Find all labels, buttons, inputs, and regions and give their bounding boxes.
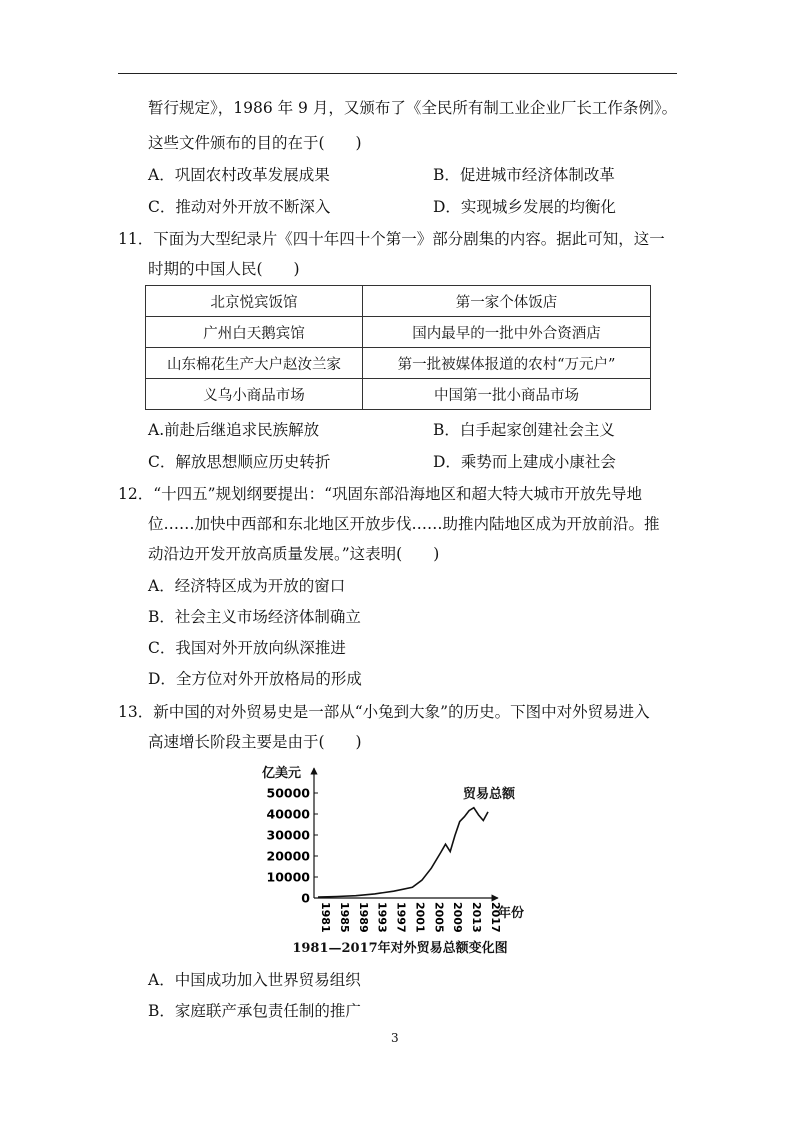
table-row <box>146 379 651 410</box>
q11-line-2: 时期的中国人民( ) <box>148 260 300 278</box>
trade-total-line <box>318 808 488 897</box>
table-cell: 第一家个体饭店 <box>363 286 651 317</box>
y-tick-label: 0 <box>301 890 310 906</box>
table-cell: 中国第一批小商品市场 <box>363 379 651 410</box>
q13-option-a: A．中国成功加入世界贸易组织 <box>148 971 361 989</box>
table-cell: 国内最早的一批中外合资酒店 <box>363 317 651 348</box>
q10-option-d: D．实现城乡发展的均衡化 <box>433 198 616 216</box>
q11-option-a: A.前赴后继追求民族解放 <box>148 421 320 439</box>
table-row <box>146 286 651 317</box>
y-tick-label: 30000 <box>266 827 310 843</box>
table-row <box>146 348 651 379</box>
x-tick-label: 2001 <box>413 902 427 933</box>
q13-line-1: 13．新中国的对外贸易史是一部从“小兔到大象”的历史。下图中对外贸易进入 <box>118 703 650 721</box>
x-tick-label: 1981 <box>319 902 332 933</box>
x-tick-label: 1993 <box>375 902 389 933</box>
table-cell: 第一批被媒体报道的农村“万元户” <box>363 348 651 379</box>
q12-line-3: 动沿边开发开放高质量发展。”这表明( ) <box>148 545 440 563</box>
q10-option-b: B．促进城市经济体制改革 <box>433 166 615 184</box>
trade-chart <box>250 760 550 965</box>
y-tick-label: 20000 <box>266 848 310 864</box>
q12-line-2: 位……加快中西部和东北地区开放步伐……助推内陆地区成为开放前沿。推 <box>148 515 660 533</box>
x-tick-label: 2013 <box>470 902 484 933</box>
y-tick-label: 10000 <box>266 869 310 885</box>
header-rule <box>118 73 677 74</box>
q11-option-b: B．白手起家创建社会主义 <box>433 421 615 439</box>
table-cell: 北京悦宾饭馆 <box>146 286 363 317</box>
documentary-table <box>145 285 651 410</box>
x-tick-label: 2009 <box>451 902 465 933</box>
q10-option-c: C．推动对外开放不断深入 <box>148 198 331 216</box>
series-label: 贸易总额 <box>463 787 516 802</box>
y-tick-label: 40000 <box>266 806 310 822</box>
chart-title: 1981—2017年对外贸易总额变化图 <box>292 941 508 956</box>
table-cell: 广州白天鹅宾馆 <box>146 317 363 348</box>
table-row <box>146 317 651 348</box>
q12-option-c: C．我国对外开放向纵深推进 <box>148 639 346 657</box>
x-tick-label: 2017 <box>489 902 502 933</box>
x-axis-label: 年份 <box>498 906 525 921</box>
q13-option-b: B．家庭联产承包责任制的推广 <box>148 1002 361 1020</box>
q11-option-d: D．乘势而上建成小康社会 <box>433 453 616 471</box>
q11-line-1: 11．下面为大型纪录片《四十年四十个第一》部分剧集的内容。据此可知，这一 <box>118 230 665 248</box>
page-number: 3 <box>391 1031 399 1045</box>
q10-line-1: 暂行规定》，1986 年 9 月，又颁布了《全民所有制工业企业厂长工作条例》。 <box>148 99 678 117</box>
q10-line-2: 这些文件颁布的目的在于( ) <box>148 134 362 152</box>
x-tick-label: 2005 <box>432 902 446 933</box>
q12-line-1: 12．“十四五”规划纲要提出：“巩固东部沿海地区和超大特大城市开放先导地 <box>118 485 642 503</box>
x-tick-label: 1985 <box>337 902 351 933</box>
y-axis-label: 亿美元 <box>262 766 302 781</box>
q10-option-a: A．巩固农村改革发展成果 <box>148 166 330 184</box>
q12-option-a: A．经济特区成为开放的窗口 <box>148 577 346 595</box>
q12-option-d: D．全方位对外开放格局的形成 <box>148 670 362 688</box>
q11-option-c: C．解放思想顺应历史转折 <box>148 453 331 471</box>
table-cell: 山东棉花生产大户赵汝兰家 <box>146 348 363 379</box>
q13-line-2: 高速增长阶段主要是由于( ) <box>148 733 362 751</box>
table-cell: 义乌小商品市场 <box>146 379 363 410</box>
y-tick-label: 50000 <box>266 785 310 801</box>
x-tick-label: 1997 <box>394 902 408 933</box>
x-tick-label: 1989 <box>356 902 370 933</box>
q12-option-b: B．社会主义市场经济体制确立 <box>148 608 361 626</box>
